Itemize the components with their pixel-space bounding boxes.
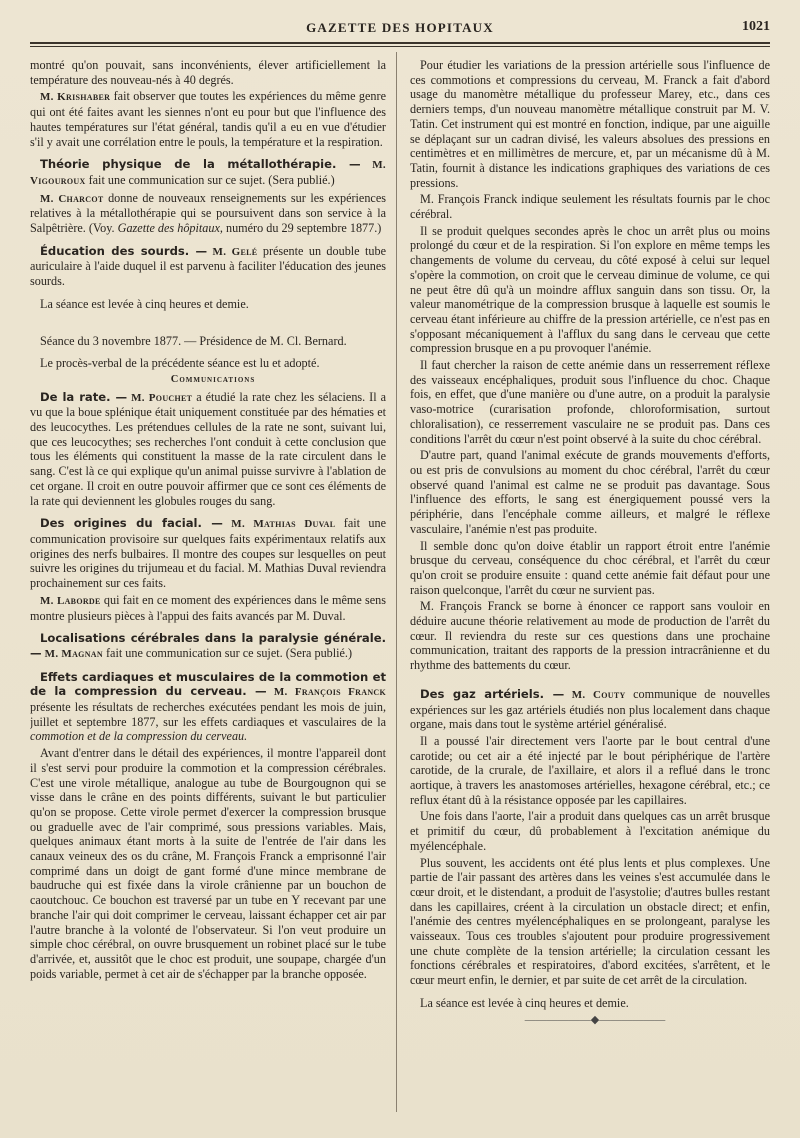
paragraph: Une fois dans l'aorte, l'air a produit dans quelques cas un arrêt brusque et primitif du cœur, dû probablement à l'excitation anémique du myélencéphale. <box>410 809 770 853</box>
paragraph: M. François Franck se borne à énoncer ce rapport sans vouloir en déduire aucune théorie relativement au mode de production de l'arrêt du cœur. Il reviendra du reste sur ces questions dans une prochaine communication, traitant des rapports de la pression intracrânienne et du rhythme des battements du cœur. <box>410 599 770 673</box>
paragraph: Des gaz artériels. — M. Couty communique de nouvelles expériences sur les gaz artériels étudiés non plus localement dans chaque organe, mais dans tout le système artériel généralisé. <box>410 686 770 732</box>
journal-title: GAZETTE DES HOPITAUX <box>306 20 494 35</box>
page-header <box>30 14 770 42</box>
paragraph: Avant d'entrer dans le détail des expériences, il montre l'appareil dont il s'est servi pour produire la commotion et la compression cérébrales. C'est une virole métallique, analogue au tube de Bourgougnon qui se visse dans le crâne en des points différents, suivant le but particulier qu'on se propose. Cette virole permet d'exercer la compression brusque ou graduelle avec de l'air comprimé, sous pressions variables. Mais, quelques animaux étant morts à la suite de l'entrée de l'air dans les canaux veineux des os du crâne, M. François Franck a emprisonné l'air comprimé dans un doigt de gant formé d'une mince membrane de baudruche qui est fixée dans la virole crânienne par un bouchon de caoutchouc. Ce bouchon est traversé par un tube en Y recevant par une branche l'air qui doit comprimer le cerveau, laissant échapper cet air par l'autre branche à la volonté de l'observateur. Si l'on veut produire un simple choc cérébral, on ouvre brusquement un robinet placé sur le tube d'arrivée, et, aussitôt que le choc est produit, une soupape, chargée d'un poids variable, permet à cet air de s'échapper par la branche opposée. <box>30 746 386 981</box>
end-ornament: ——————◆—————— <box>524 1013 666 1026</box>
paragraph: Effets cardiaques et musculaires de la commotion et de la compression du cerveau. — M. François Franck présente les résultats de recherches exécutées pendant les mois de juin, juillet et septembre 1877, sur les effets cardiaques et vasculaires de la commotion et de la compression du cerveau. <box>30 669 386 744</box>
paragraph: Des origines du facial. — M. Mathias Duval fait une communication provisoire sur quelques faits expérimentaux relatifs aux origines des nerfs bulbaires. Il montre des coupes sur lesquelles on peut suivre les origines du trijumeau et du facial. M. Mathias Duval reviendra prochainement sur ces faits. <box>30 516 386 591</box>
paragraph: Localisations cérébrales dans la paralysie générale. — M. Magnan fait une communication sur ce sujet. (Sera publié.) <box>30 631 386 660</box>
paragraph: M. Laborde qui fait en ce moment des expériences dans le même sens montre plusieurs pièces à l'appui des faits avancés par M. Duval. <box>30 592 386 623</box>
paragraph: M. Charcot donne de nouveaux renseignements sur les expériences relatives à la métallothérapie qui se poursuivent dans son service à la Salpêtrière. (Voy. Gazette des hôpitaux, numéro du 29 septembre 1877.) <box>30 190 386 236</box>
header-rule-thick <box>30 42 770 44</box>
paragraph: Il faut chercher la raison de cette anémie dans un resserrement réflexe des vaisseaux encéphaliques, produit sous l'influence du choc. Chaque fois, en effet, que d'une manière ou d'une autre, on a produit la paralysie vaso-motrice (curarisation profonde, chloroformisation, surtout chloralisation), ce resserrement vasculaire ne se produit pas. Dans ces conditions l'arrêt du cœur n'est point observé à la suite du choc cérébral. <box>410 358 770 446</box>
paragraph: M. François Franck indique seulement les résultats fournis par le choc cérébral. <box>410 192 770 222</box>
paragraph: Il semble donc qu'on doive établir un rapport étroit entre l'anémie brusque du cerveau, conséquence du choc cérébral, et l'arrêt du cœur qu'on croit se produire ensuite : quand cette anémie fait défaut pour une raison quelconque, l'arrêt du cœur ne survient pas. <box>410 538 770 597</box>
paragraph: Il a poussé l'air directement vers l'aorte par le bout central d'une carotide; ou cet air a été injecté par le bout périphérique de l'artère carotide, de la crurale, de l'axillaire, et alors il a reflué dans le tronc aortique, à travers les anastomoses artérielles, hexagone cérébral, etc.; ce reflux étant dû à la résistance opposée par les capillaires. <box>410 733 770 807</box>
paragraph: Plus souvent, les accidents ont été plus lents et plus complexes. Une partie de l'air passant des artères dans les veines s'est accumulée dans le cœur droit, et le distendant, a produit de l'asystolie; d'autres bulles restant dans les capillaires, créent à la circulation un obstacle direct; et enfin, l'anémie des centres myélencéphaliques en se prolongeant, paralyse les vaisseaux. Tous ces troubles s'ajoutent pour produire progressivement une chute complète de la tension artérielle; la circulation cessant les fonctions cérébrales et respiratoires, d'abord excitées, s'arrêtent, et le cœur meurt enfin, le dernier, et par suite de cet arrêt de la circulation. <box>410 855 770 988</box>
section-heading: Communications <box>170 373 256 385</box>
paragraph: Il se produit quelques secondes après le choc un arrêt plus ou moins prolongé du cœur et de la respiration. Si l'on explore en même temps les changements de volume du cerveau, du côté exposé à celui sur lequel s'opère la commotion, on croit que le cerveau diminue de volume, ce qui ne peut être dû qu'à un moindre afflux sanguin dans son tissu. Or, la valeur manométrique de la compression brusque à laquelle est soumis le cerveau étant inférieure au chiffre de la pression artérielle, ce n'est pas en s'opposant mécaniquement à l'afflux du sang dans le cerveau que cette compression brusque en a pu provoquer l'anémie. <box>410 223 770 356</box>
session-heading: Séance du 3 novembre 1877. — Présidence de M. Cl. Bernard. <box>40 333 347 348</box>
right-column <box>410 58 770 1120</box>
paragraph: La séance est levée à cinq heures et demie. <box>420 995 629 1010</box>
page-number: 1021 <box>742 19 770 34</box>
header-rule-thin <box>30 46 770 47</box>
paragraph: De la rate. — M. Pouchet a étudié la rate chez les sélaciens. Il a vu que la boue splénique était uniquement constituée par des hématies et des leucocythes. Les prétendues cellules de la rate ne sont, suivant lui, que ces leucocythes; ses recherches l'ont conduit à cette conclusion que tous les éléments qui constituent la masse de la rate circulent dans le sang. C'est là ce qui explique qu'un animal puisse survivre à l'ablation de cet organe. Il croit en outre pouvoir affirmer que ce sont ces éléments de la rate qui deviennent les globules rouges du sang. <box>30 389 386 508</box>
paragraph: montré qu'on pouvait, sans inconvénients, élever artificiellement la température des nouveau-nés à 40 degrés. <box>30 58 386 87</box>
paragraph: Le procès-verbal de la précédente séance est lu et adopté. <box>40 356 320 371</box>
paragraph: Pour étudier les variations de la pression artérielle sous l'influence de ces commotions et compressions du cerveau, M. Franck a fait d'abord usage du manomètre métallique du professeur Marey, etc., dans ces derniers temps, d'un nouveau manomètre métallique construit par M. V. Tatin. Cet instrument qui est montré en fonction, indique, par une aiguille se déplaçant sur un cadran divisé, les valeurs absolues des pressions en centimètres et en millimètres de mercure, et, par un mécanisme dû à M. Tatin, fournit à distance les indications graphiques des variations de ces pressions. <box>410 58 770 190</box>
column-divider <box>396 52 397 1112</box>
paragraph: Éducation des sourds. — M. Gelé présente un double tube auriculaire à l'aide duquel il est parvenu à faciliter l'éducation des jeunes sourds. <box>30 243 386 289</box>
paragraph: M. Krishaber fait observer que toutes les expériences du même genre qui ont été faites avant les siennes n'ont eu pour but que l'influence des hautes températures sur l'état général, tandis qu'il a eu en vue d'étudier s'il y avait une corrélation entre le pouls, la température et la respiration. <box>30 89 386 149</box>
paragraph: D'autre part, quand l'animal exécute de grands mouvements d'efforts, ou est pris de convulsions au moment du choc cérébral, l'arrêt du cœur observé quand l'animal est calme ne se produit pas davantage. Sous l'influence des efforts, le sang est énergiquement poussé vers la périphérie, dans l'encéphale comme ailleurs, et malgré le réflexe vasculaire, l'anémie n'est pas produite. <box>410 448 770 536</box>
paragraph: Théorie physique de la métallothérapie. — M. Vigouroux fait une communication sur ce sujet. (Sera publié.) <box>30 157 386 187</box>
left-column <box>30 58 386 1120</box>
paragraph: La séance est levée à cinq heures et demie. <box>40 296 249 311</box>
